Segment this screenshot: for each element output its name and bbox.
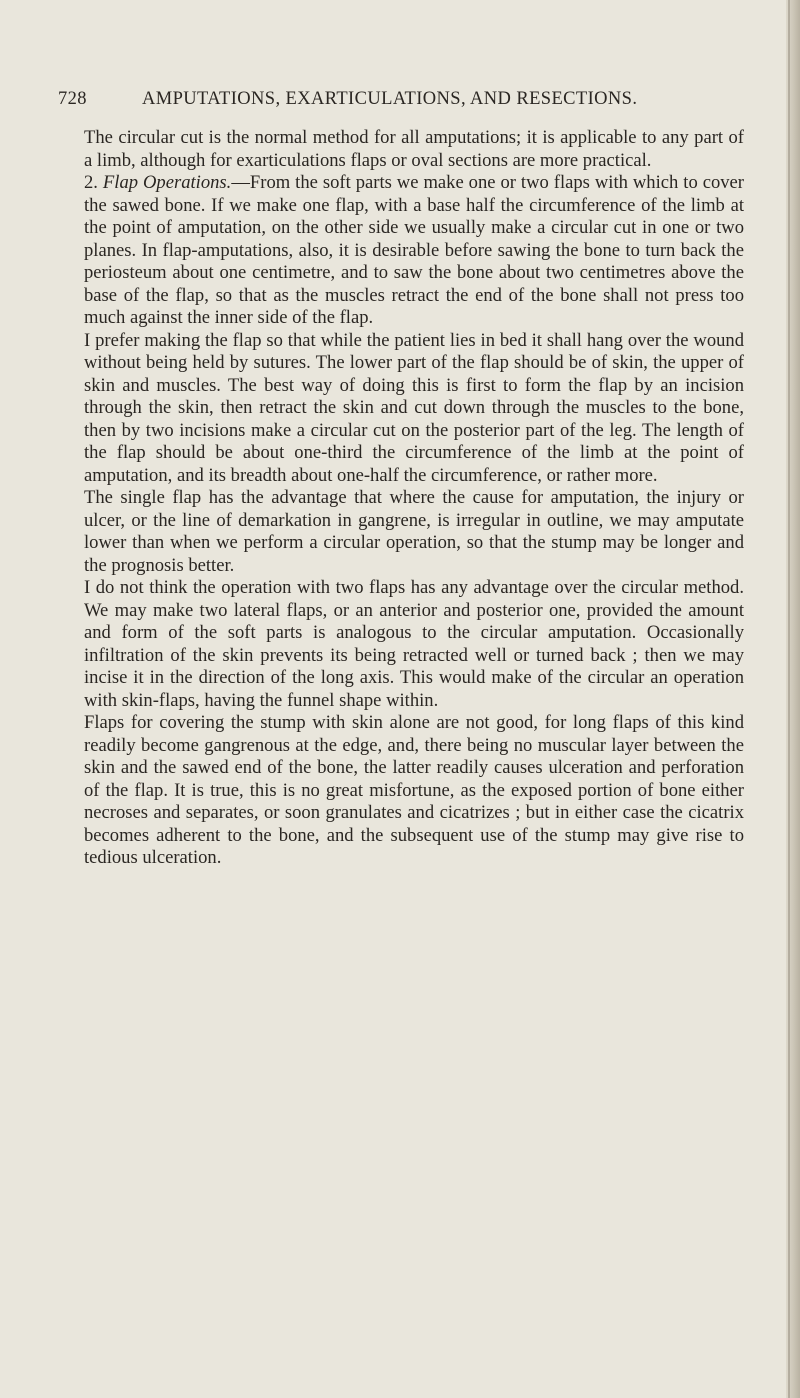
- section-text: —From the soft parts we make one or two flaps with which to cover the sawed bone. If we make one flap, with a base half the circumference of the limb at the point of amputation, on the other side we usually make a circular cut in one or two planes. In flap-amputations, also, it is desirable before sawing the bone to turn back the periosteum about one centimetre, and to saw the bone about two centimetres above the base of the flap, so that as the muscles retract the end of the bone shall not press too much against the inner side of the flap.: [84, 172, 744, 328]
- paragraph-two-flaps: I do not think the operation with two flaps has any advantage over the circular method. We may make two lateral flaps, or an anterior and posterior one, provided the amount and form of the soft parts is analogous to the circular amputation. Occasionally infiltration of the skin prevents its being retracted well or turned back ; then we may incise it in the direction of the long axis. This would make of the circular an operation with skin-flaps, having the funnel shape within.: [84, 577, 744, 711]
- running-header: [58, 89, 698, 110]
- body-text: [84, 127, 744, 870]
- paragraph-skin-flaps: Flaps for covering the stump with skin alone are not good, for long flaps of this kind readily become gangrenous at the edge, and, there being no muscular layer between the skin and the sawed end of the bone, the latter readily causes ulceration and perforation of the flap. It is true, this is no great misfortune, as the exposed portion of bone either necroses and separates, or soon granulates and cicatrizes ; but in either case the cicatrix becomes adherent to the bone, and the subsequent use of the stump may give rise to tedious ulceration.: [84, 712, 744, 868]
- section-title: Flap Operations.: [102, 172, 232, 193]
- section-number: 2.: [84, 172, 98, 193]
- running-title: AMPUTATIONS, EXARTICULATIONS, AND RESECTIONS.: [142, 89, 638, 109]
- paragraph-circular-cut: The circular cut is the normal method for all amputations; it is applicable to any part of a limb, although for exarticulations flaps or oval sections are more practical.: [84, 127, 744, 171]
- paragraph-single-flap: The single flap has the advantage that where the cause for amputation, the injury or ulcer, or the line of demarkation in gangrene, is irregular in outline, we may amputate lower than when we perform a circular operation, so that the stump may be longer and the prognosis better.: [84, 487, 744, 576]
- paragraph-flap-operations: [84, 172, 744, 330]
- paragraph-preferred-flap: I prefer making the flap so that while the patient lies in bed it shall hang over the wound without being held by sutures. The lower part of the flap should be of skin, the upper of skin and muscles. The best way of doing this is first to form the flap by an incision through the skin, then retract the skin and cut down through the muscles to the bone, then by two incisions make a circular cut on the posterior part of the leg. The length of the flap should be about one-third the circumference of the limb at the point of amputation, and its breadth about one-half the circumference, or rather more.: [84, 329, 744, 486]
- page-edge-shadow: [788, 0, 790, 1398]
- page-number: 728: [58, 89, 87, 109]
